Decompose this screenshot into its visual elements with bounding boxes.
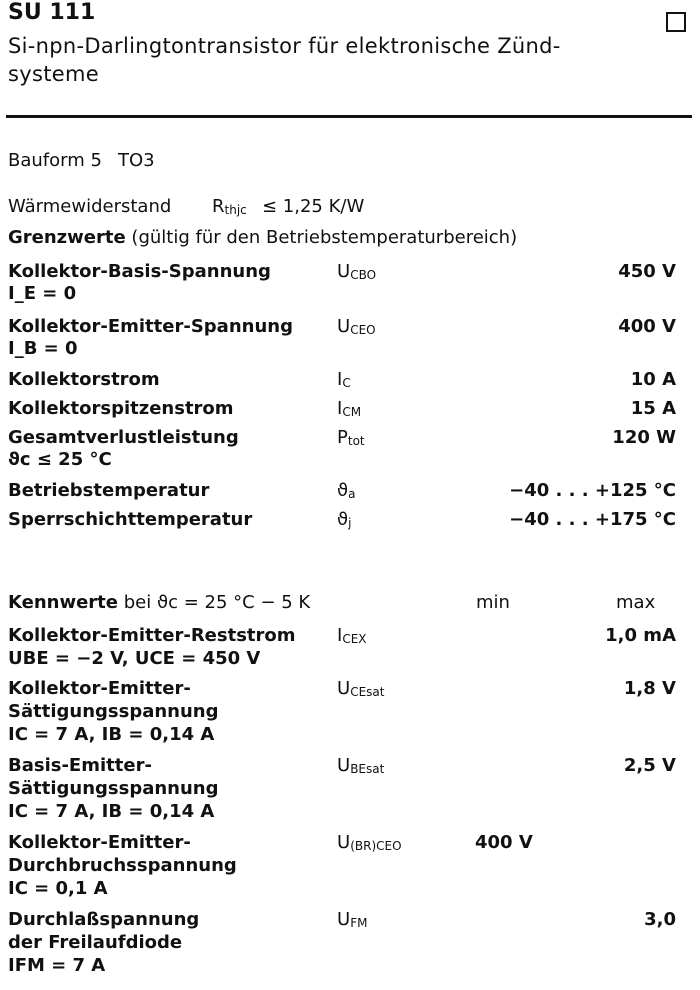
row-symbol: [337, 480, 356, 501]
grenzwerte-heading: Grenzwerte: [8, 227, 126, 248]
row-label-line: Kollektorstrom: [8, 369, 160, 390]
row-max-value: 1,8 V: [623, 678, 676, 699]
row-symbol: [337, 369, 351, 390]
row-label-line: Kollektor-Emitter-Reststrom: [8, 625, 296, 646]
row-label-line: Kollektorspitzenstrom: [8, 398, 234, 419]
row-max-value: 10 A: [630, 369, 676, 390]
row-label-line: I_B = 0: [8, 338, 78, 359]
symbol-sub: thjc: [224, 203, 247, 217]
bauform-value: TO3: [118, 150, 155, 171]
subtitle-line-2: systeme: [8, 62, 99, 86]
kennwerte-heading-line: [8, 592, 310, 613]
max-column-header: max: [616, 592, 656, 613]
symbol-sub: CEO: [350, 323, 376, 337]
row-symbol: [337, 509, 352, 530]
symbol-main: U: [337, 261, 351, 282]
waermewiderstand-value: ≤ 1,25 K/W: [262, 196, 365, 217]
row-label-line: Sättigungsspannung: [8, 701, 219, 722]
row-label-line: IC = 0,1 A: [8, 878, 108, 899]
row-label-line: IFM = 7 A: [8, 955, 106, 976]
row-symbol: [337, 427, 365, 448]
row-label-line: IC = 7 A, IB = 0,14 A: [8, 801, 215, 822]
row-symbol: [337, 398, 361, 419]
symbol-sub: tot: [347, 434, 365, 448]
row-symbol: [337, 316, 376, 337]
row-symbol: [337, 755, 384, 776]
row-max-value: 15 A: [630, 398, 676, 419]
symbol-main: P: [337, 427, 348, 448]
row-symbol: [337, 909, 367, 930]
kennwerte-heading: Kennwerte: [8, 592, 118, 613]
row-label-line: IC = 7 A, IB = 0,14 A: [8, 724, 215, 745]
symbol-main: U: [337, 909, 351, 930]
subtitle-line-1: Si-npn-Darlingtontransistor für elektronische Zünd-: [8, 34, 561, 58]
row-label-line: Basis-Emitter-: [8, 755, 152, 776]
row-max-value: 400 V: [618, 316, 676, 337]
row-label-line: UBE = −2 V, UCE = 450 V: [8, 648, 261, 669]
symbol-sub: FM: [350, 916, 368, 930]
row-label-line: Kollektor-Emitter-: [8, 678, 191, 699]
symbol-main: ϑ: [337, 509, 349, 530]
row-max-value: 3,0: [644, 909, 676, 930]
symbol-sub: a: [348, 487, 356, 501]
symbol-main: R: [212, 196, 225, 217]
grenzwerte-heading-line: [8, 227, 517, 248]
row-label-line: I_E = 0: [8, 283, 77, 304]
symbol-sub: CEX: [342, 632, 367, 646]
symbol-main: I: [337, 369, 343, 390]
row-label-line: Durchbruchsspannung: [8, 855, 237, 876]
symbol-sub: CBO: [350, 268, 377, 282]
empty-square-icon: [666, 12, 686, 32]
waermewiderstand-label: Wärmewiderstand: [8, 196, 172, 217]
symbol-sub: j: [348, 516, 352, 530]
symbol-sub: C: [342, 376, 351, 390]
symbol-main: U: [337, 832, 351, 853]
row-label-line: Gesamtverlustleistung: [8, 427, 239, 448]
bauform-label: Bauform 5: [8, 150, 102, 171]
header-rule: [6, 115, 692, 118]
symbol-sub: CEsat: [350, 685, 385, 699]
waermewiderstand-symbol: [212, 196, 247, 217]
row-max-value: 450 V: [618, 261, 676, 282]
symbol-main: U: [337, 755, 351, 776]
row-label-line: Durchlaßspannung: [8, 909, 200, 930]
row-max-value: 120 W: [612, 427, 676, 448]
row-label-line: der Freilaufdiode: [8, 932, 183, 953]
symbol-main: ϑ: [337, 480, 349, 501]
part-number-title: SU 111: [8, 0, 96, 25]
row-label-line: Sättigungsspannung: [8, 778, 219, 799]
row-max-value: 2,5 V: [623, 755, 676, 776]
symbol-sub: (BR)CEO: [350, 839, 402, 853]
symbol-sub: CM: [342, 405, 362, 419]
row-max-value: −40 . . . +125 °C: [509, 480, 676, 501]
row-symbol: [337, 678, 384, 699]
symbol-sub: BEsat: [350, 762, 385, 776]
row-label-line: Sperrschichttemperatur: [8, 509, 253, 530]
symbol-main: U: [337, 316, 351, 337]
row-min-value: 400 V: [475, 832, 533, 853]
row-label-line: ϑc ≤ 25 °C: [8, 449, 112, 470]
symbol-main: U: [337, 678, 351, 699]
row-max-value: 1,0 mA: [605, 625, 676, 646]
grenzwerte-note: (gültig für den Betriebstemperaturbereich): [131, 227, 518, 248]
row-symbol: [337, 261, 376, 282]
row-label-line: Kollektor-Basis-Spannung: [8, 261, 271, 282]
row-label-line: Betriebstemperatur: [8, 480, 210, 501]
min-column-header: min: [476, 592, 510, 613]
row-max-value: −40 . . . +175 °C: [509, 509, 676, 530]
row-symbol: [337, 625, 367, 646]
row-symbol: [337, 832, 402, 853]
symbol-main: I: [337, 398, 343, 419]
row-label-line: Kollektor-Emitter-Spannung: [8, 316, 293, 337]
row-label-line: Kollektor-Emitter-: [8, 832, 191, 853]
kennwerte-condition: bei ϑc = 25 °C − 5 K: [123, 592, 311, 613]
symbol-main: I: [337, 625, 343, 646]
